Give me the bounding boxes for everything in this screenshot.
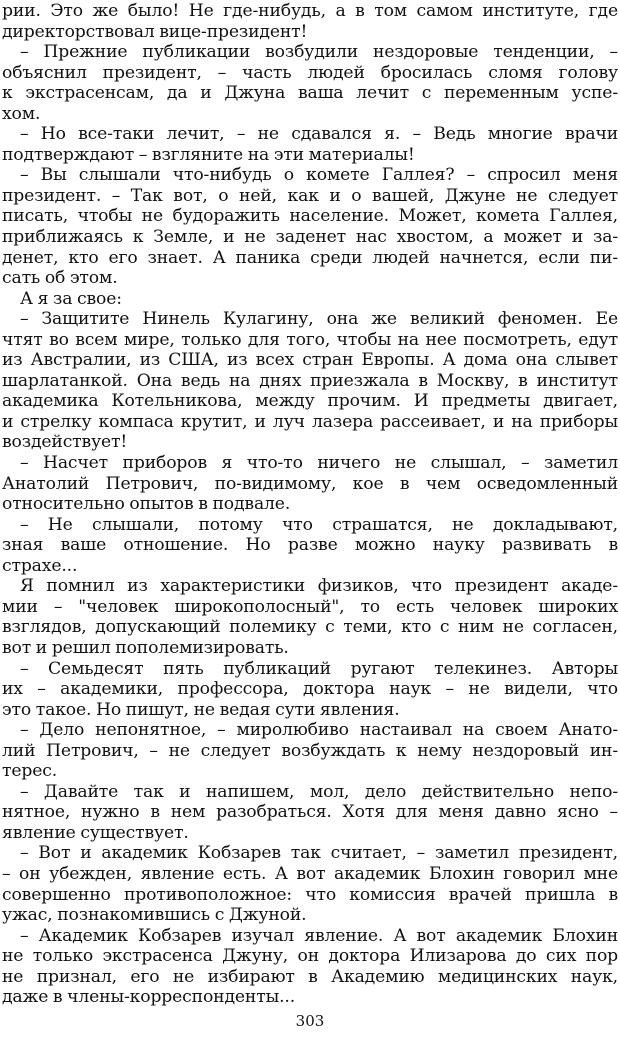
text-line: терес. (2, 761, 58, 782)
text-line: не только экстрасенса Джуну, он доктора Илизарова до сих пор (2, 946, 618, 967)
text-line: явление существует. (2, 822, 189, 843)
text-line: к экстрасенсам, да и Джуна ваша лечит с переменным успе- (2, 83, 618, 104)
text-line: денет, кто его знает. А паника среди людей начнется, если пи- (2, 247, 618, 268)
text-line: совершенно противоположное: что комиссия врачей пришла в (2, 884, 618, 905)
text-line: и стрелку компаса крутит, и луч лазера рассеивает, и на приборы (2, 411, 618, 432)
text-line: страхе... (2, 555, 78, 576)
text-line: президент. – Так вот, о ней, как и о вашей, Джуне не следует (2, 185, 618, 206)
text-line: воздействует! (2, 432, 128, 453)
text-line: чтят во всем мире, только для того, чтобы на нее посмотреть, едут (2, 329, 618, 350)
text-line: академика Котельникова, между прочим. И предметы двигает, (2, 391, 618, 412)
text-line: – Семьдесят пять публикаций ругают телекинез. Авторы (20, 658, 618, 679)
text-line: – Академик Кобзарев изучал явление. А вот академик Блохин (20, 925, 618, 946)
text-line: – Защитите Нинель Кулагину, она же великий феномен. Ее (20, 309, 618, 330)
text-line: Анатолий Петрович, по-видимому, кое в чем осведомленный (2, 473, 618, 494)
text-line: даже в члены-корреспонденты... (2, 987, 296, 1008)
page-number: 303 (295, 1012, 325, 1030)
text-line: относительно опытов в подвале. (2, 494, 291, 515)
text-line: вот и решил пополемизировать. (2, 637, 289, 658)
text-line: – он убежден, явление есть. А вот академик Блохин говорил мне (2, 863, 618, 884)
text-line: приближаясь к Земле, и не заденет нас хвостом, а может и за- (2, 227, 618, 248)
page-text (2, 1, 618, 1008)
text-line: писать, чтобы не будоражить население. Может, комета Галлея, (2, 206, 618, 227)
text-line: из Австралии, из США, из всех стран Европы. А дома она слывет (2, 350, 618, 371)
text-line: подтверждают – взгляните на эти материалы! (2, 144, 415, 165)
text-line: рии. Это же было! Не где-нибудь, а в том самом институте, где (2, 1, 618, 21)
text-line: лий Петрович, – не следует возбуждать к нему нездоровый ин- (2, 740, 618, 761)
text-line: – Дело непонятное, – миролюбиво настаивал на своем Анато- (20, 720, 618, 741)
text-line: – Не слышали, потому что страшатся, не докладывают, (20, 514, 618, 535)
text-line: мии – "человек широкополосный", то есть человек широких (2, 596, 618, 617)
text-line: взглядов, допускающий полемику с теми, кто с ним не согласен, (2, 617, 618, 638)
text-line: ужас, познакомившись с Джуной. (2, 905, 307, 926)
text-line: шарлатанкой. Она ведь на днях приезжала в Москву, в институт (2, 370, 618, 391)
text-line: – Давайте так и напишем, мол, дело действительно непо- (20, 781, 618, 802)
text-line: сать об этом. (2, 268, 118, 289)
text-line: не признал, его не избирают в Академию медицинских наук, (2, 966, 618, 987)
text-line: это такое. Но пишут, не ведая сути явления. (2, 699, 400, 720)
text-line: – Вы слышали что-нибудь о комете Галлея? – спросил меня (20, 165, 618, 186)
text-line: А я за свое: (20, 288, 122, 309)
text-line: их – академики, профессора, доктора наук – не видели, что (2, 679, 618, 700)
text-line: нятное, нужно в нем разобраться. Хотя для меня давно ясно – (2, 802, 618, 823)
text-line: объяснил президент, – часть людей бросилась сломя голову (2, 62, 618, 83)
text-line: – Насчет приборов я что-то ничего не слышал, – заметил (20, 453, 618, 474)
text-line: хом. (2, 103, 41, 124)
text-line: зная ваше отношение. Но разве можно науку развивать в (2, 535, 618, 556)
text-line: – Прежние публикации возбудили нездоровые тенденции, – (20, 42, 618, 63)
text-line: директорствовал вице-президент! (2, 21, 308, 42)
text-line: – Вот и академик Кобзарев так считает, – заметил президент, (20, 843, 618, 864)
text-line: – Но все-таки лечит, – не сдавался я. – Ведь многие врачи (20, 124, 618, 145)
text-line: Я помнил из характеристики физиков, что президент акаде- (20, 576, 618, 597)
